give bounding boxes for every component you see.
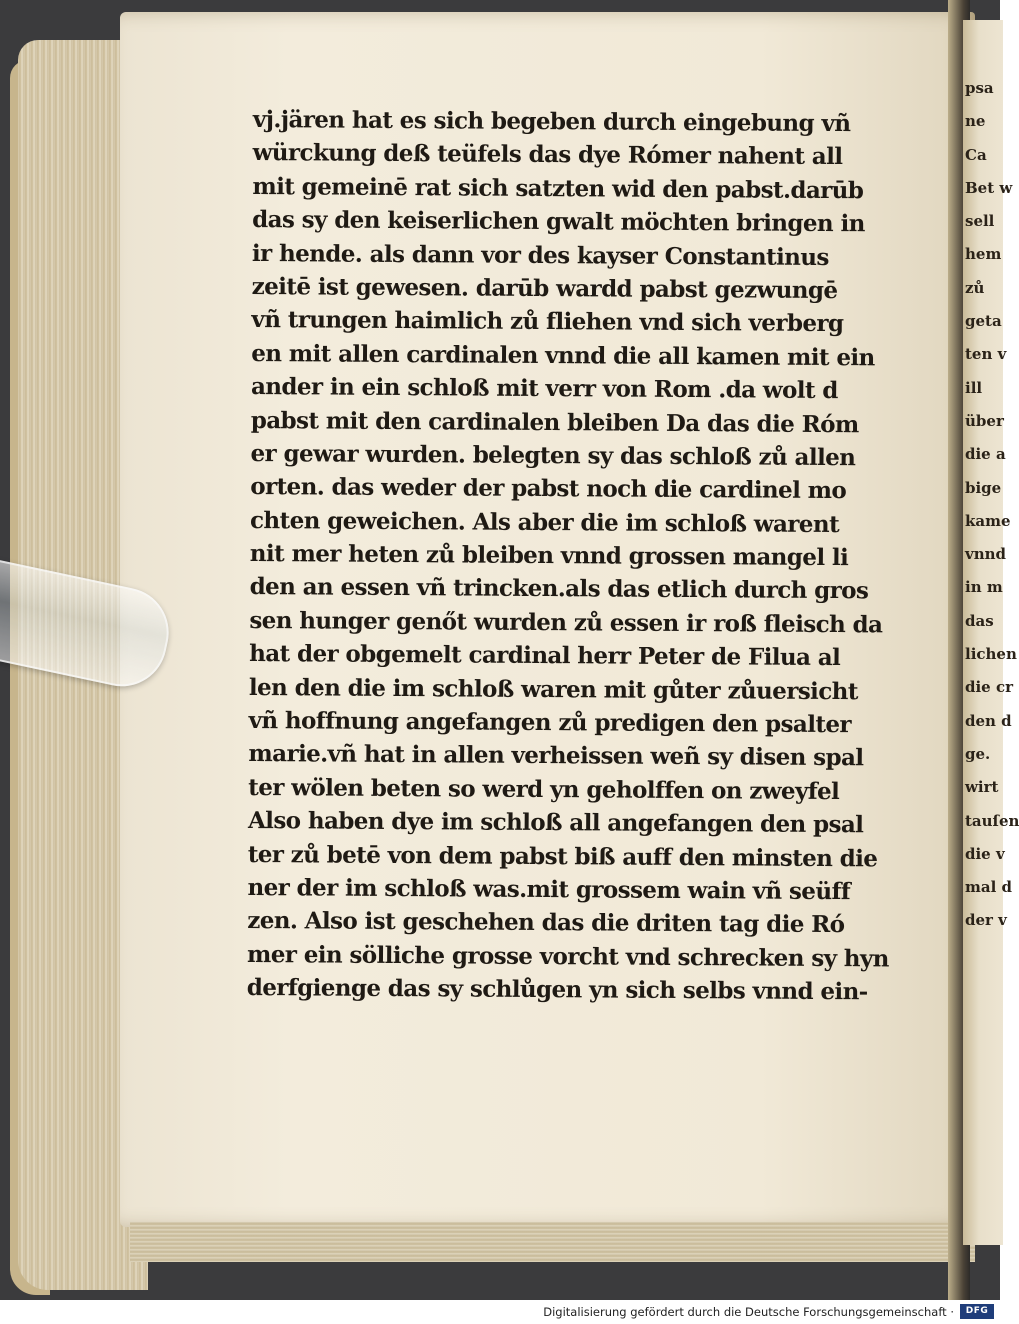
text-line: ter zů betē von dem pabst biß auff den minsten die — [247, 840, 878, 872]
right-page-line: kame — [965, 511, 1011, 530]
text-line: zen. Also ist geschehen das die driten tag die Ró — [247, 907, 845, 939]
right-page-line: die cr — [965, 678, 1013, 697]
right-page-line: mal d — [965, 878, 1012, 897]
right-page-line: ne — [965, 112, 986, 131]
text-line: würckung deß teüfels das dye Rómer nahent all — [252, 139, 843, 171]
text-line: mit gemeinē rat sich satzten wid den pabst.darūb — [252, 172, 864, 205]
text-line: orten. das weder der pabst noch die cardinel mo — [250, 473, 847, 505]
right-page-line: ten v — [965, 345, 1007, 364]
text-line: vñ trungen haimlich zů fliehen vnd sich verberg — [251, 306, 844, 338]
right-page-line: ill — [965, 378, 983, 397]
text-line: vj.jären hat es sich begeben durch eingebung vñ — [252, 105, 851, 138]
right-page-line: vnnd — [965, 545, 1007, 564]
right-page-line: zů — [965, 278, 985, 297]
text-line: ner der im schloß was.mit grossem wain vñ seüff — [247, 873, 851, 906]
right-page-line: Ca — [965, 145, 987, 164]
text-line: vñ hoffnung angefangen zů predigen den psalter — [248, 707, 852, 739]
text-line: ir hende. als dann vor des kayser Constantinus — [251, 239, 829, 271]
text-line: derfgienge das sy schlůgen yn sich selbs vnnd ein- — [246, 974, 868, 1006]
right-page-line: lichen — [965, 645, 1017, 664]
right-page-line: der v — [965, 911, 1007, 930]
text-line: sen hunger genőt wurden zů essen ir roß fleisch da — [249, 606, 883, 639]
right-page-line: in m — [965, 578, 1003, 597]
right-page-line: den d — [965, 711, 1012, 730]
right-page-line: sell — [965, 212, 995, 231]
text-line: ander in ein schloß mit verr von Rom .da wolt d — [250, 373, 838, 405]
text-line: Also haben dye im schloß all angefangen den psal — [247, 807, 864, 839]
right-page-line: ge. — [965, 744, 991, 763]
right-page-line: über — [965, 411, 1004, 430]
text-line: nit mer heten zů bleiben vnnd grossen mangel li — [249, 540, 849, 572]
footer-bar — [0, 1300, 1000, 1324]
dfg-logo-icon: DFG — [960, 1304, 994, 1319]
right-page-line: geta — [965, 312, 1002, 331]
right-page-line: Bet w — [965, 178, 1013, 197]
text-line: hat der obgemelt cardinal herr Peter de Filua al — [249, 640, 841, 672]
text-line: das sy den keiserlichen gwalt möchten bringen in — [252, 206, 865, 238]
text-line: er gewar wurden. belegten sy das schloß zů allen — [250, 439, 856, 472]
text-line: len den die im schloß waren mit gůter zůuersicht — [248, 673, 858, 705]
page-text-block — [247, 103, 908, 1009]
right-page-line: tauſen — [965, 811, 1019, 830]
page-edges-bottom — [130, 1222, 975, 1262]
right-page-line: bige — [965, 478, 1002, 497]
text-line: ter wölen beten so werd yn geholffen on zweyfel — [248, 773, 840, 805]
text-line: zeitē ist gewesen. darūb wardd pabst gezwungē — [251, 272, 838, 305]
text-line: pabst mit den cardinalen bleiben Da das die Róm — [250, 406, 859, 438]
footer-credit: Digitalisierung gefördert durch die Deutsche Forschungsgemeinschaft · — [543, 1305, 954, 1319]
right-page-line: psa — [965, 79, 994, 97]
text-line: den an essen vñ trincken.als das etlich durch gros — [249, 573, 869, 605]
text-line: en mit allen cardinalen vnnd die all kamen mit ein — [251, 339, 875, 372]
right-page-text — [965, 72, 1019, 938]
right-page-line: die a — [965, 445, 1006, 464]
right-page — [963, 20, 1019, 1245]
right-page-line: hem — [965, 245, 1002, 264]
right-page-line: wirt — [965, 778, 999, 797]
right-page-line: das — [965, 611, 994, 630]
text-line: marie.vñ hat in allen verheissen weñ sy disen spal — [248, 740, 864, 772]
right-page-line: die v — [965, 844, 1005, 863]
text-line: mer ein sölliche grosse vorcht vnd schrecken sy hyn — [246, 940, 889, 973]
text-line: chten geweichen. Als aber die im schloß warent — [249, 506, 840, 538]
